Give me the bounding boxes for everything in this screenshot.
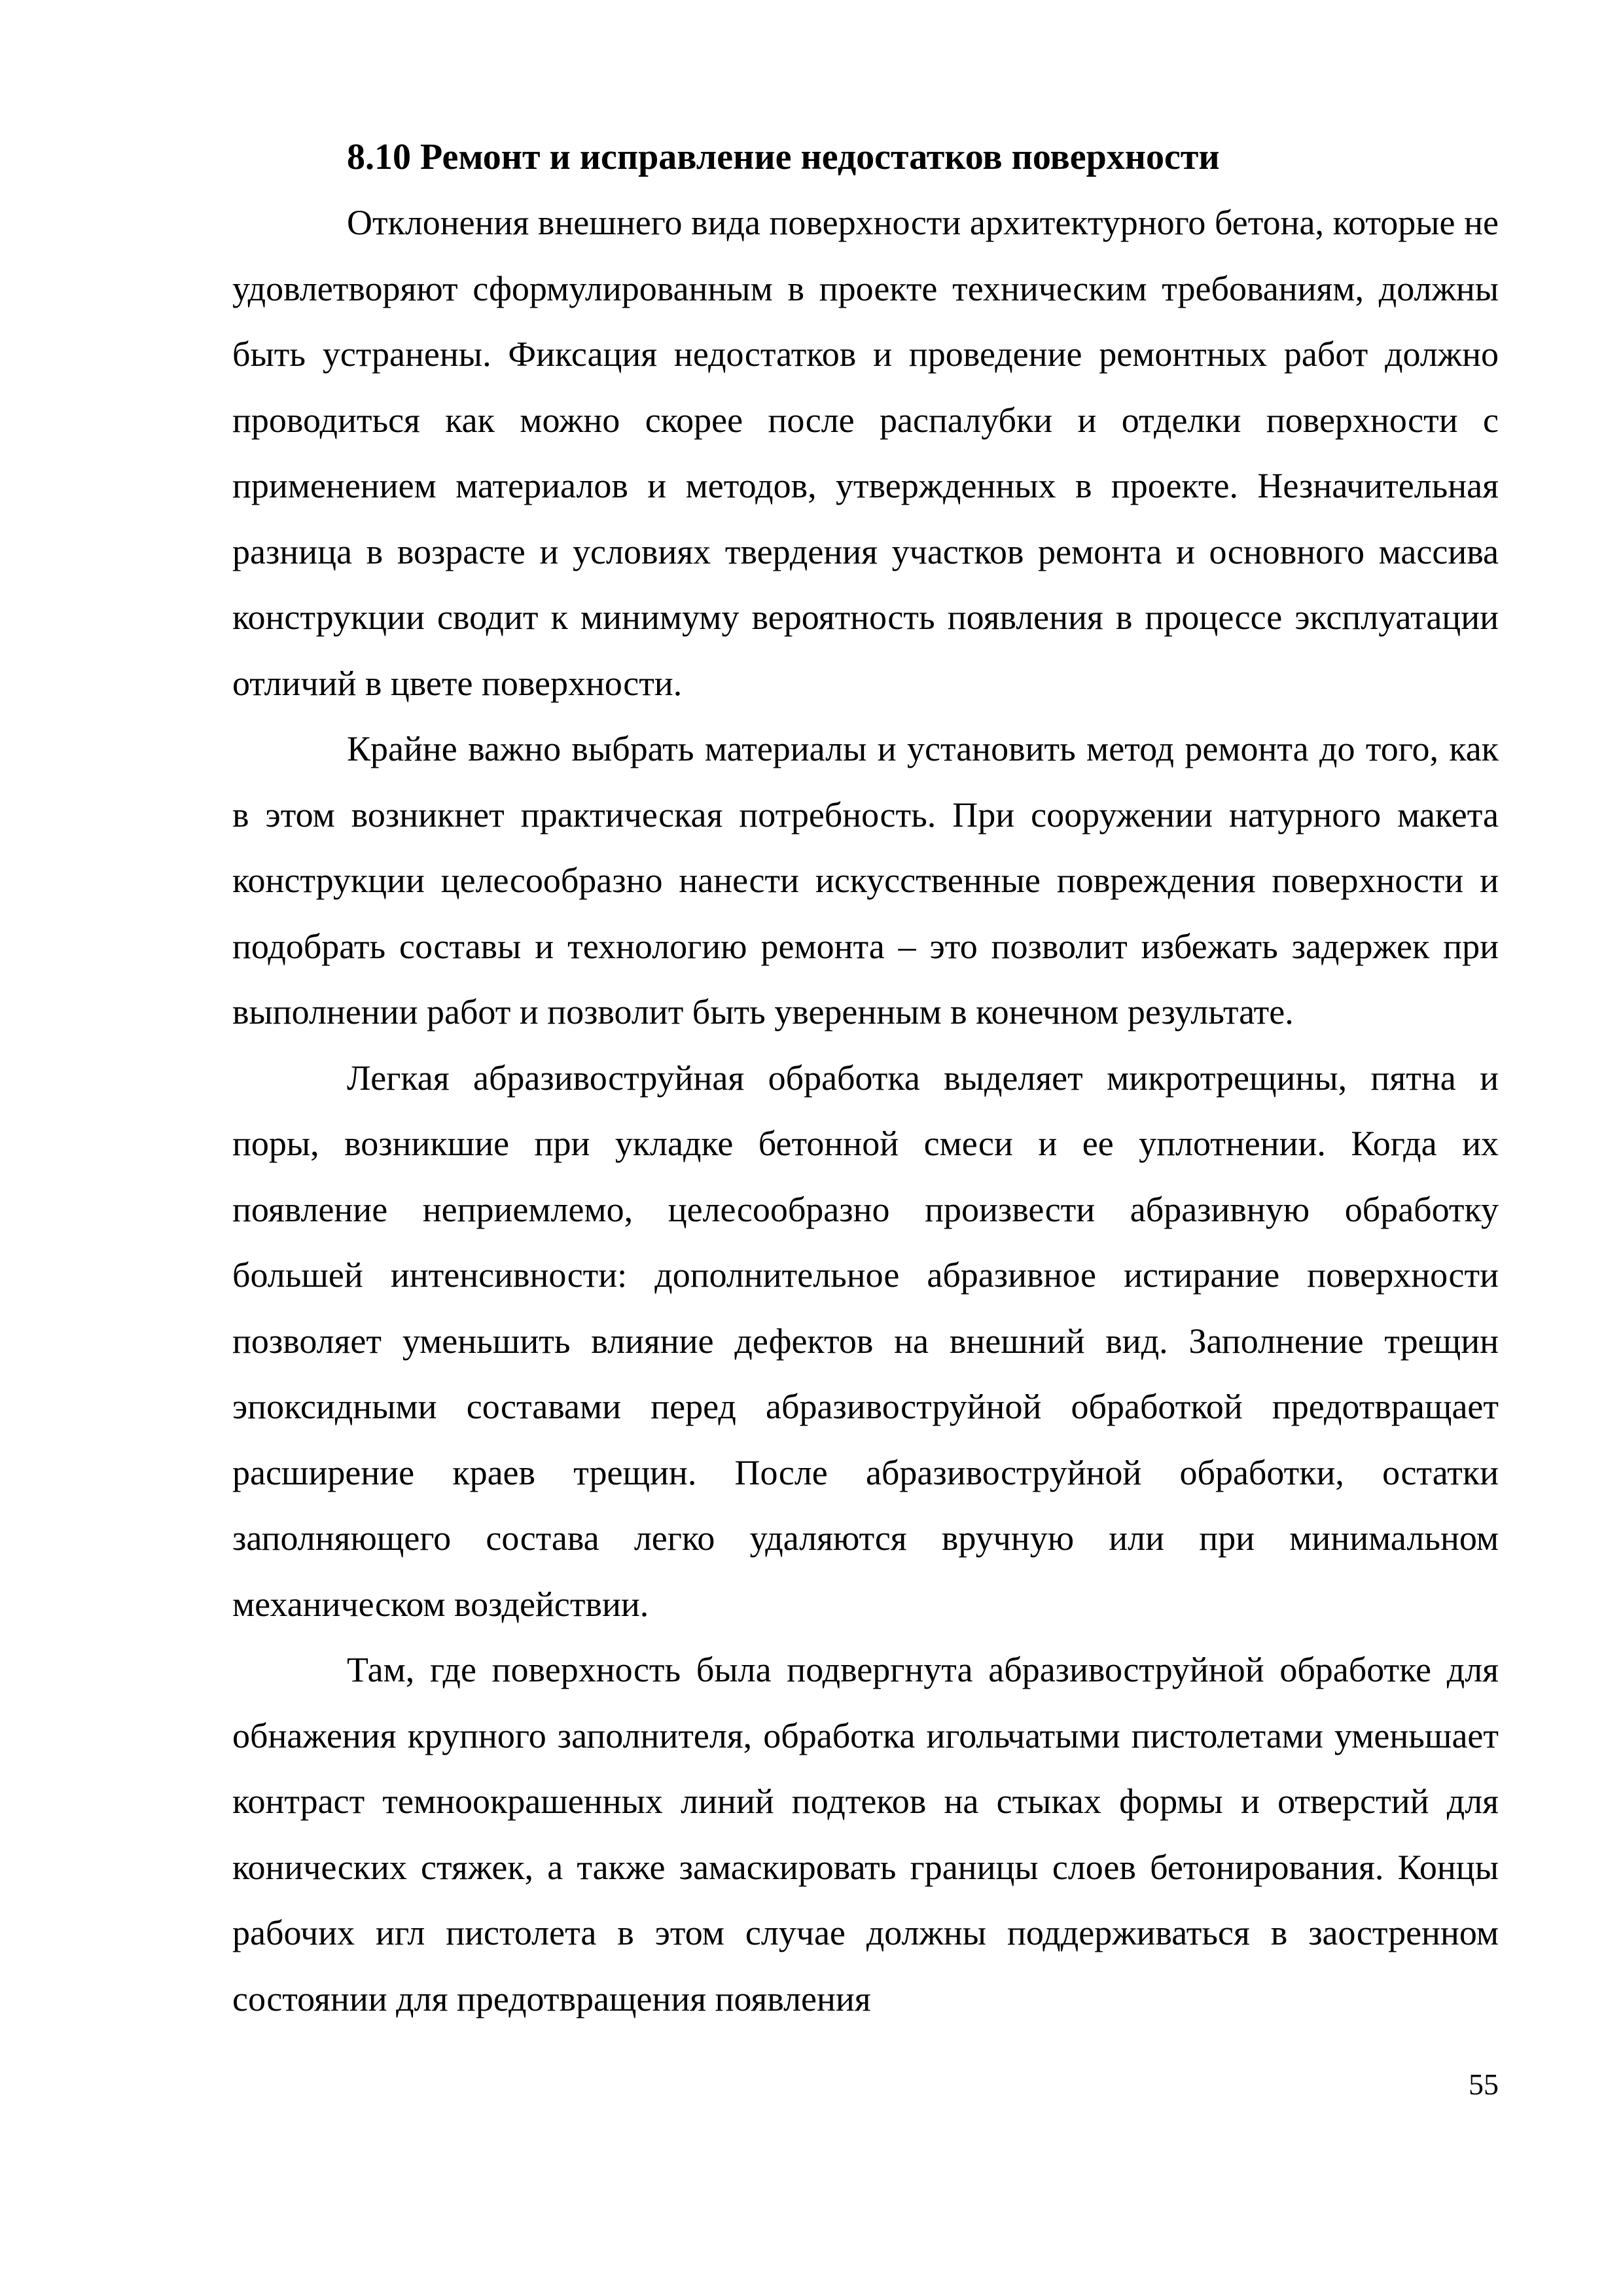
paragraph-abrasive-treatment: Легкая абразивоструйная обработка выделяет микротрещины, пятна и поры, возникшие при укладке бетонной смеси и ее уплотнении. Когда их появление неприемлемо, целесообразно произвести абразивную обработку большей интенсивности: дополнительное абразивное истирание поверхности позволяет уменьшить влияние дефектов на внешний вид. Заполнение трещин эпоксидными составами перед абразивоструйной обработкой предотвращает расширение краев трещин. После абразивоструйной обработки, остатки заполняющего состава легко удаляются вручную или при минимальном механическом воздействии. xyxy=(232,1058,1499,1624)
paragraph-surface-deviations: Отклонения внешнего вида поверхности архитектурного бетона, которые не удовлетворяют сформулированным в проекте техническим требованиям, должны быть устранены. Фиксация недостатков и проведение ремонтных работ должно проводиться как можно скорее после распалубки и отделки поверхности с применением материалов и методов, утвержденных в проекте. Незначительная разница в возрасте и условиях твердения участков ремонта и основного массива конструкции сводит к минимуму вероятность появления в процессе эксплуатации отличий в цвете поверхности. xyxy=(232,203,1499,703)
page-content xyxy=(232,124,1499,2032)
paragraph-repair-method: Крайне важно выбрать материалы и установить метод ремонта до того, как в этом возникнет практическая потребность. При сооружении натурного макета конструкции целесообразно нанести искусственные повреждения поверхности и подобрать составы и технологию ремонта – это позволит избежать задержек при выполнении работ и позволит быть уверенным в конечном результате. xyxy=(232,729,1499,1031)
paragraph-needle-gun-treatment: Там, где поверхность была подвергнута абразивоструйной обработке для обнажения крупного заполнителя, обработка игольчатыми пистолетами уменьшает контраст темноокрашенных линий подтеков на стыках формы и отверстий для конических стяжек, а также замаскировать границы слоев бетонирования. Концы рабочих игл пистолета в этом случае должны поддерживаться в заостренном состоянии для предотвращения появления xyxy=(232,1650,1499,2018)
section-heading: 8.10 Ремонт и исправление недостатков поверхности xyxy=(347,137,1220,177)
page-number: 55 xyxy=(1469,2068,1499,2101)
